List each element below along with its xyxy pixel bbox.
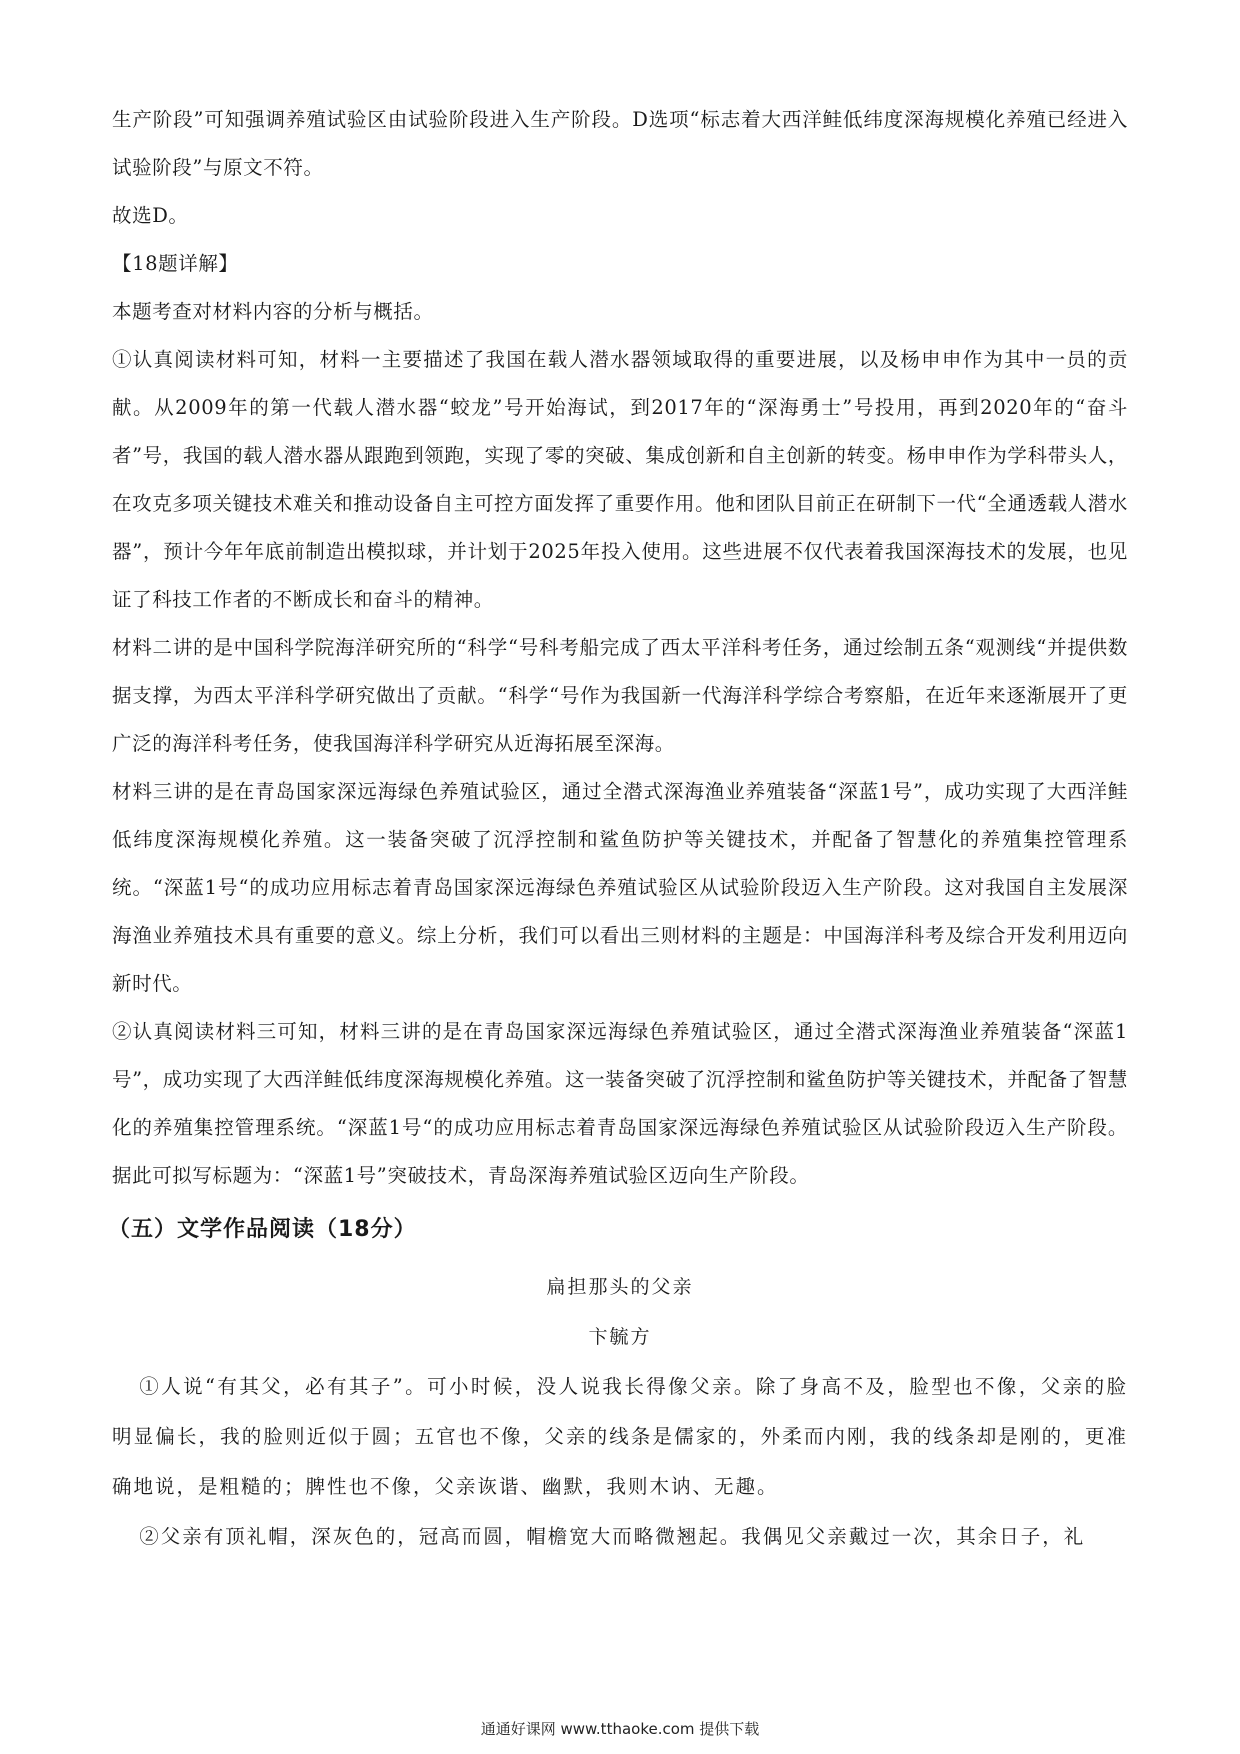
document-page <box>108 96 1128 1562</box>
article-title: 扁担那头的父亲 <box>546 1276 694 1298</box>
analysis-paragraph: 材料三讲的是在青岛国家深远海绿色养殖试验区，通过全潜式深海渔业养殖装备“深蓝1号”，成功实现了大西洋鲑低纬度深海规模化养殖。这一装备突破了沉浮控制和鲨鱼防护等关键技术，并配备了智慧化的养殖集控管理系统。“深蓝1号“的成功应用标志着青岛国家深远海绿色养殖试验区从试验阶段迈入生产阶段。这对我国自主发展深海渔业养殖技术具有重要的意义。综上分析，我们可以看出三则材料的主题是：中国海洋科考及综合开发利用迈向新时代。 <box>112 780 1128 995</box>
question-detail-heading: 【18题详解】 <box>112 252 239 275</box>
page-footer: 通通好课网 www.tthaoke.com 提供下载 <box>480 1720 760 1738</box>
analysis-paragraph: 本题考查对材料内容的分析与概括。 <box>112 300 434 323</box>
article-author: 卞毓方 <box>588 1326 652 1348</box>
analysis-paragraph: ①认真阅读材料可知，材料一主要描述了我国在载人潜水器领域取得的重要进展，以及杨申申作为其中一员的贡献。从2009年的第一代载人潜水器“蛟龙”号开始海试，到2017年的“深海勇士”号投用，再到2020年的“奋斗者”号，我国的载人潜水器从跟跑到领跑，实现了零的突破、集成创新和自主创新的转变。杨申申作为学科带头人，在攻克多项关键技术难关和推动设备自主可控方面发挥了重要作用。他和团队目前正在研制下一代“全通透载人潜水器”，预计今年年底前制造出模拟球，并计划于2025年投入使用。这些进展不仅代表着我国深海技术的发展，也见证了科技工作者的不断成长和奋斗的精神。 <box>112 348 1128 611</box>
answer-line: 故选D。 <box>112 204 189 227</box>
analysis-paragraph: ②认真阅读材料三可知，材料三讲的是在青岛国家深远海绿色养殖试验区，通过全潜式深海渔业养殖装备“深蓝1号”，成功实现了大西洋鲑低纬度深海规模化养殖。这一装备突破了沉浮控制和鲨鱼防护等关键技术，并配备了智慧化的养殖集控管理系统。“深蓝1号“的成功应用标志着青岛国家深远海绿色养殖试验区从试验阶段迈入生产阶段。据此可拟写标题为：“深蓝1号”突破技术，青岛深海养殖试验区迈向生产阶段。 <box>112 1020 1128 1187</box>
analysis-paragraph: 材料二讲的是中国科学院海洋研究所的“科学“号科考船完成了西太平洋科考任务，通过绘制五条“观测线“并提供数据支撑，为西太平洋科学研究做出了贡献。“科学“号作为我国新一代海洋科学综合考察船，在近年来逐渐展开了更广泛的海洋科考任务，使我国海洋科学研究从近海拓展至深海。 <box>112 636 1128 755</box>
article-paragraph: ②父亲有顶礼帽，深灰色的，冠高而圆，帽檐宽大而略微翘起。我偶见父亲戴过一次，其余日子，礼 <box>139 1525 1086 1548</box>
analysis-paragraph: 生产阶段”可知强调养殖试验区由试验阶段进入生产阶段。D选项“标志着大西洋鲑低纬度深海规模化养殖已经进入试验阶段”与原文不符。 <box>112 108 1128 179</box>
article-paragraph: ①人说“有其父，必有其子”。可小时候，没人说我长得像父亲。除了身高不及，脸型也不像，父亲的脸明显偏长，我的脸则近似于圆；五官也不像，父亲的线条是儒家的，外柔而内刚，我的线条却是刚的，更准确地说，是粗糙的；脾性也不像，父亲诙谐、幽默，我则木讷、无趣。 <box>112 1375 1128 1498</box>
section-heading: （五）文学作品阅读（18分） <box>108 1217 417 1242</box>
